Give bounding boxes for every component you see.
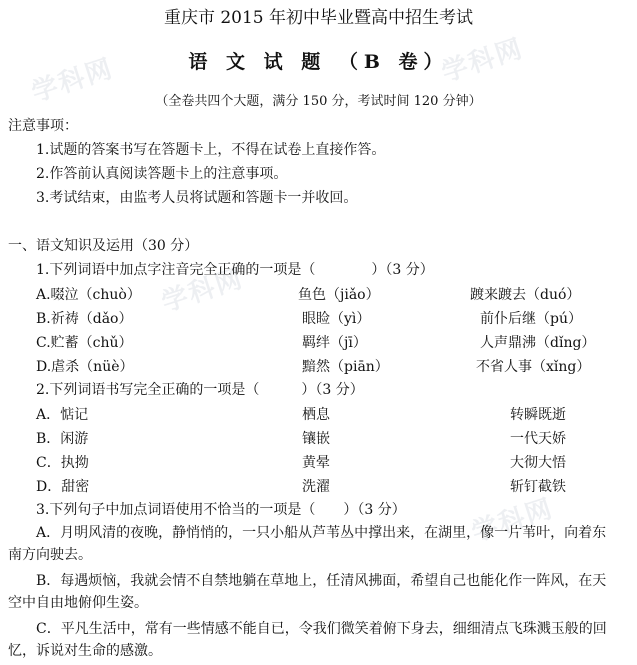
answer-option: 黯然（piān） (302, 359, 389, 375)
answer-option: B．闲游 (36, 431, 89, 447)
answer-option: B．每遇烦恼，我就会情不自禁地躺在草地上，任清风拂面，希望自己也能化作一阵风，在天空中自由地俯仰生姿。 (8, 573, 607, 611)
notes-heading: 注意事项： (8, 118, 78, 134)
notes-item: 2.作答前认真阅读答题卡上的注意事项。 (36, 166, 288, 182)
answer-option: 栖息 (302, 407, 330, 423)
answer-option: B.祈祷（dǎo） (36, 311, 133, 327)
answer-option: 人声鼎沸（dǐng） (480, 335, 596, 351)
answer-option: 斩钉截铁 (510, 479, 566, 495)
question-stem: 3.下列句子中加点词语使用不恰当的一项是（ ）（3 分） (36, 502, 406, 518)
answer-option: 镶嵌 (302, 431, 330, 447)
answer-option: 一代天娇 (510, 431, 566, 447)
answer-option: D．甜密 (36, 479, 90, 495)
answer-option: 转瞬既逝 (510, 407, 566, 423)
answer-option: D.虐杀（nüè） (36, 359, 134, 375)
watermark: 学科网 (438, 33, 528, 89)
answer-option: A．惦记 (36, 407, 89, 423)
answer-option: 洗濯 (302, 479, 330, 495)
answer-option: 前仆后继（pú） (480, 311, 582, 327)
answer-option: C．平凡生活中，常有一些情感不能自已，令我们微笑着俯下身去，细细清点飞珠溅玉般的回忆，诉说对生命的感激。 (8, 621, 607, 659)
exam-title: 重庆市 2015 年初中毕业暨高中招生考试 (163, 8, 474, 28)
answer-option: 羁绊（jī） (302, 335, 367, 351)
watermark: 学科网 (158, 263, 248, 319)
answer-option: 眼睑（yì） (302, 311, 371, 327)
notes-item: 1.试题的答案书写在答题卡上，不得在试卷上直接作答。 (36, 142, 386, 158)
section-heading: 一、语文知识及运用（30 分） (8, 238, 199, 254)
answer-option: A．月明风清的夜晚，静悄悄的，一只小船从芦苇丛中撑出来，在湖里，像一片苇叶，向着东南方向驶去。 (8, 525, 607, 563)
answer-option: C.贮蓄（chǔ） (36, 335, 133, 351)
exam-instructions: （全卷共四个大题，满分 150 分，考试时间 120 分钟） (155, 94, 482, 109)
answer-option: 鱼色（jiǎo） (298, 287, 380, 303)
watermark: 学科网 (468, 493, 558, 549)
question-stem: 2.下列词语书写完全正确的一项是（ ）（3 分） (36, 382, 364, 398)
notes-item: 3.考试结束，由监考人员将试题和答题卡一并收回。 (36, 190, 358, 206)
question-stem: 1.下列词语中加点字注音完全正确的一项是（ ）（3 分） (36, 262, 434, 278)
answer-option: 踱来踱去（duó） (470, 287, 581, 303)
answer-option: 黄晕 (302, 455, 330, 471)
answer-option: A.啜泣（chuò） (36, 287, 141, 303)
answer-option: 大彻大悟 (510, 455, 566, 471)
exam-subtitle: 语 文 试 题 （B 卷） (188, 51, 449, 73)
answer-option: 不省人事（xǐng） (476, 359, 591, 375)
answer-option: C．执拗 (36, 455, 89, 471)
watermark: 学科网 (28, 53, 118, 109)
